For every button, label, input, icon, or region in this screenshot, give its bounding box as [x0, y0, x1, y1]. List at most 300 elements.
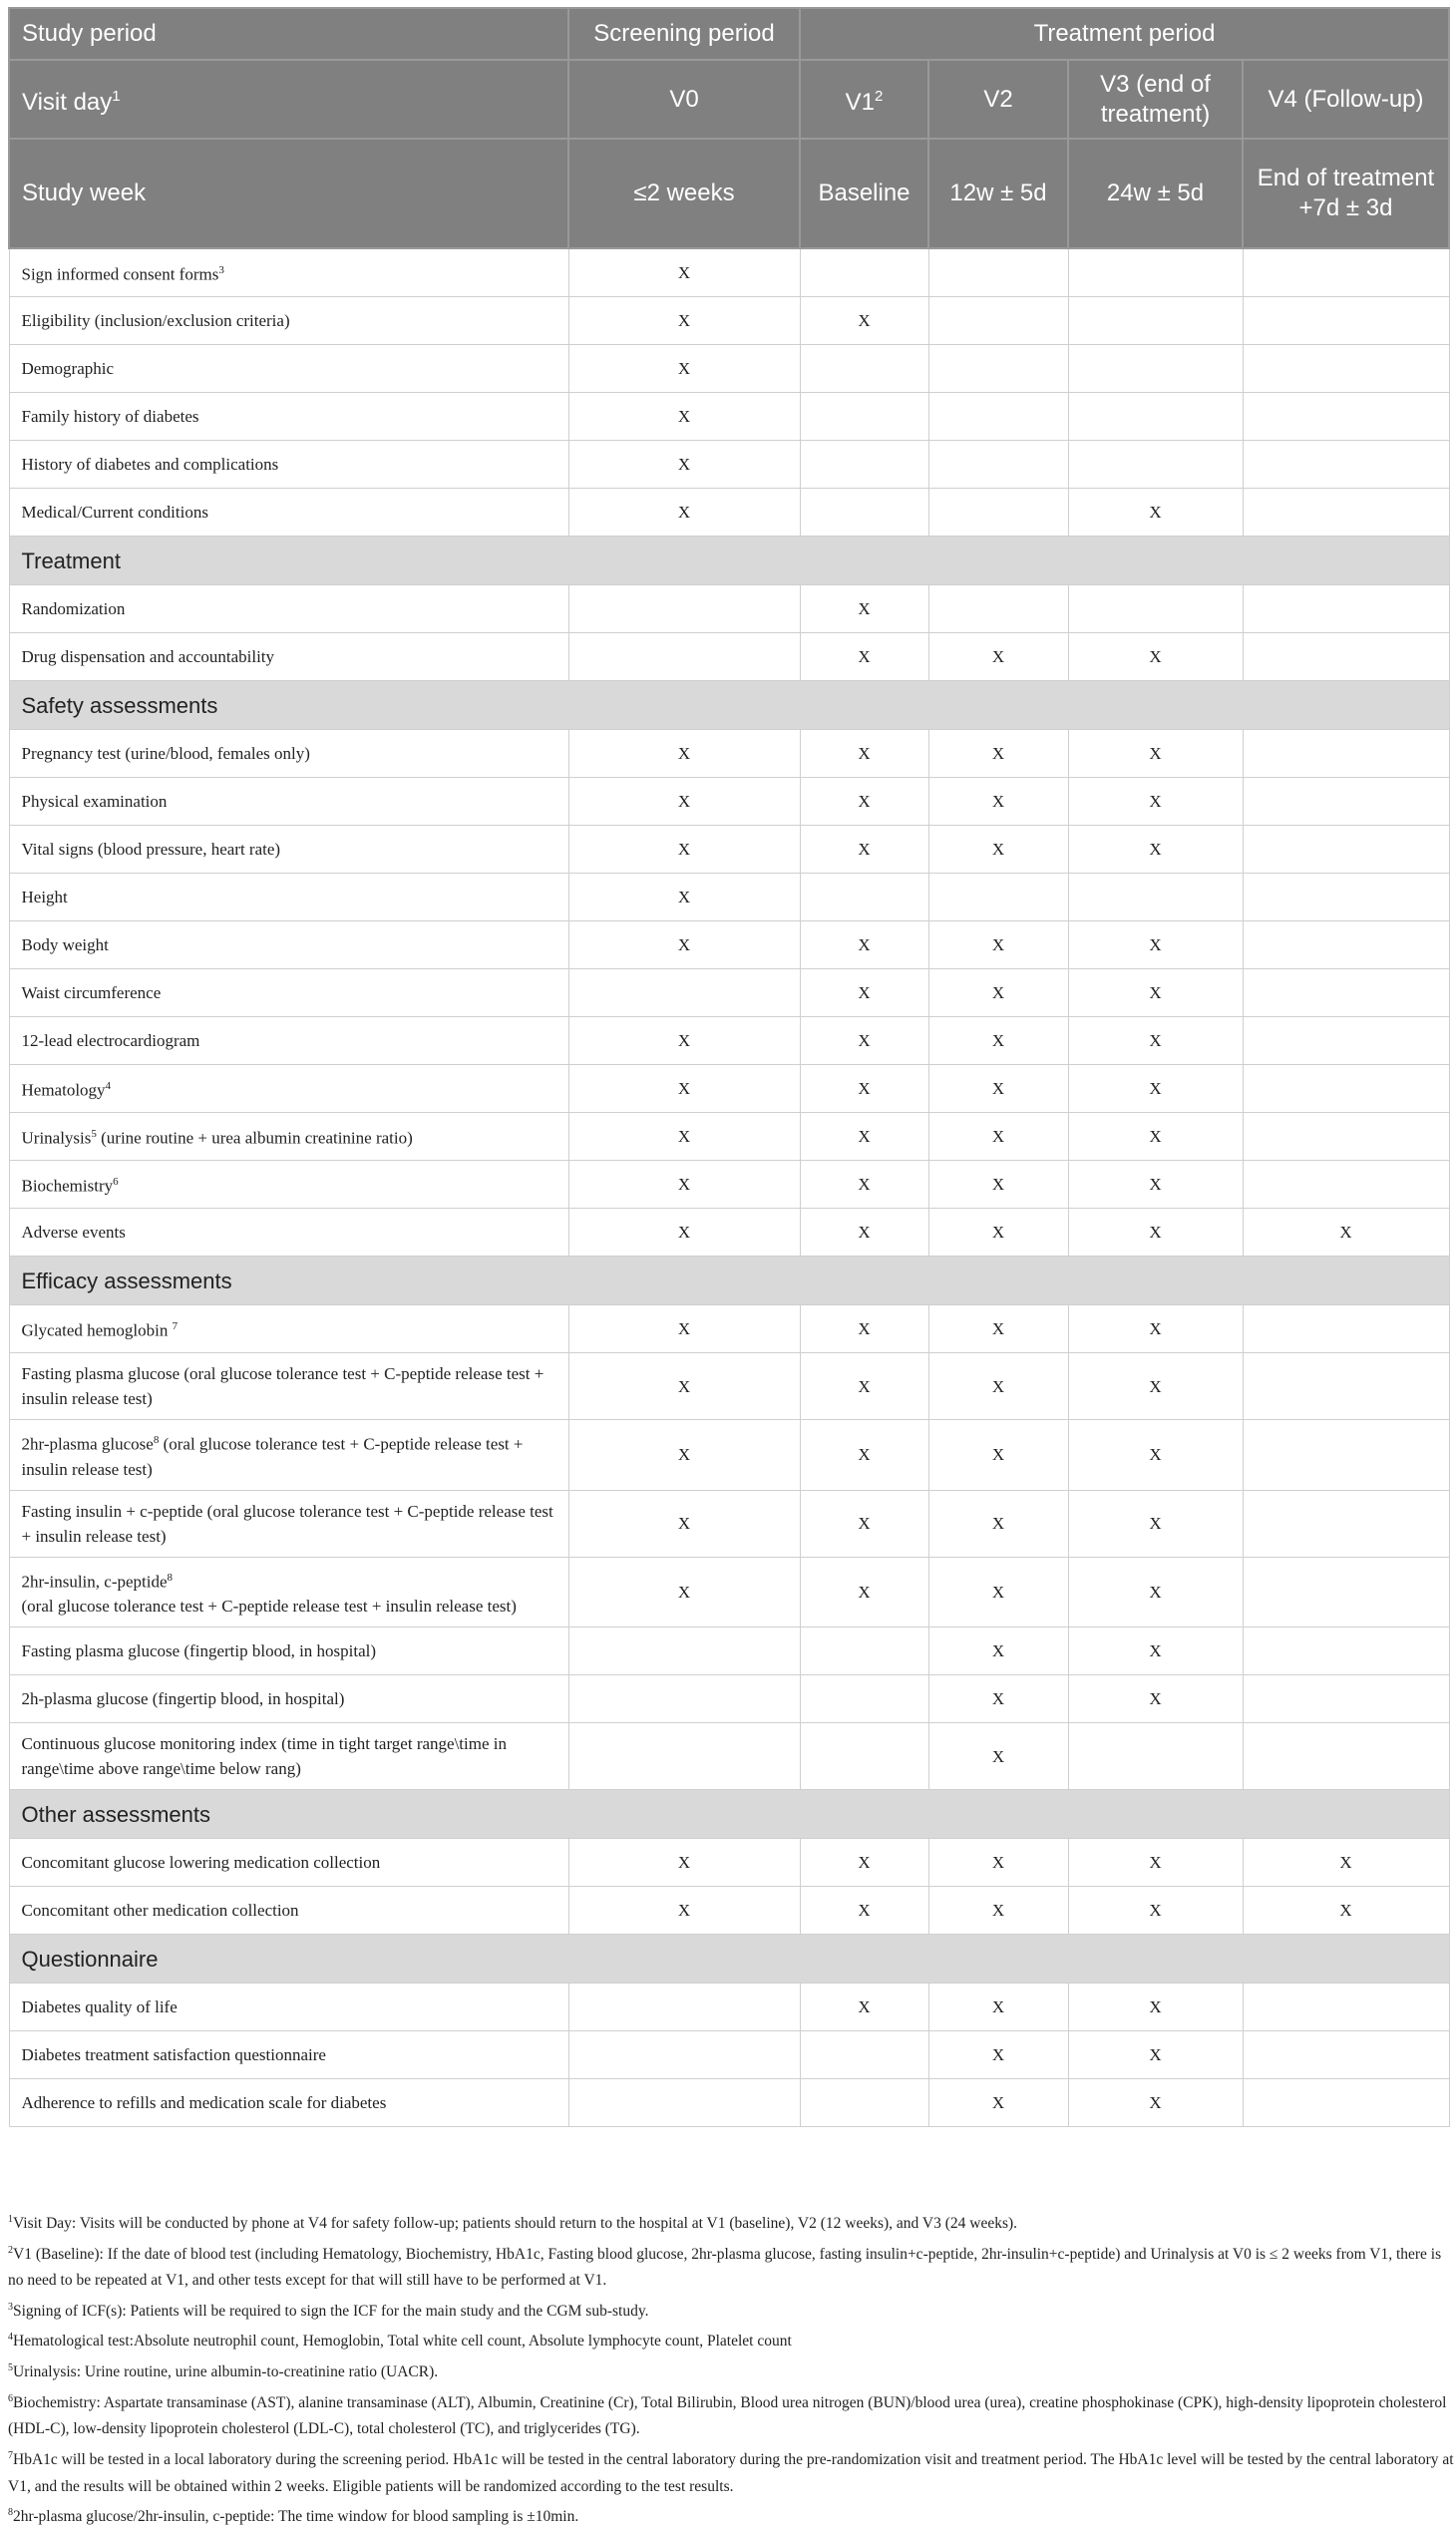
visit-mark-v2: X [928, 969, 1068, 1017]
table-row [9, 1420, 1449, 1491]
table-row [9, 393, 1449, 441]
assessment-label [9, 921, 568, 969]
assessment-label [9, 1490, 568, 1557]
table-row [9, 1490, 1449, 1557]
visit-mark-v3 [1068, 297, 1243, 345]
visit-mark-v4 [1243, 730, 1449, 778]
visit-mark-v3: X [1068, 1675, 1243, 1723]
label-text: Sign informed consent forms [21, 264, 219, 284]
table-row [9, 1209, 1449, 1257]
visit-mark-v1: X [800, 1209, 928, 1257]
label-text: Adverse events [21, 1223, 126, 1242]
assessment-label [9, 874, 568, 921]
visit-day-header [9, 60, 568, 139]
assessment-label [9, 585, 568, 633]
visit-mark-v1 [800, 441, 928, 489]
treatment-period-header: Treatment period [800, 8, 1449, 60]
visit-mark-v3: X [1068, 2079, 1243, 2127]
visit-mark-v2 [928, 874, 1068, 921]
visit-mark-v2: X [928, 1490, 1068, 1557]
label-text: Hematology [21, 1080, 106, 1100]
table-row [9, 489, 1449, 537]
visit-mark-v0: X [568, 921, 800, 969]
week-v4: End of treatment +7d ± 3d [1243, 139, 1449, 248]
label-text: Pregnancy test (urine/blood, females only) [21, 744, 310, 763]
visit-mark-v1: X [800, 633, 928, 681]
visit-mark-v1 [800, 345, 928, 393]
assessment-label [9, 1353, 568, 1420]
assessment-label [9, 248, 568, 297]
footnote-text: Urinalysis: Urine routine, urine albumin-to-creatinine ratio (UACR). [13, 2363, 439, 2381]
visit-mark-v2: X [928, 2079, 1068, 2127]
label-text: 2hr-plasma glucose [21, 1434, 154, 1454]
table-row [9, 248, 1449, 297]
label-text: Family history of diabetes [21, 407, 199, 426]
assessment-label [9, 297, 568, 345]
footnote-text: Signing of ICF(s): Patients will be required to sign the ICF for the main study and the CGM sub-study. [13, 2302, 649, 2320]
visit-mark-v4 [1243, 921, 1449, 969]
table-row [9, 1723, 1449, 1790]
week-v3: 24w ± 5d [1068, 139, 1243, 248]
label-text: Body weight [21, 935, 109, 954]
assessment-label [9, 633, 568, 681]
footnote-text: V1 (Baseline): If the date of blood test (including Hematology, Biochemistry, HbA1c, Fasting blood glucose, 2hr-plasma glucose, fasting insulin+c-peptide, 2hr-insulin+c-peptide) and Urinalysis at V0 is ≤ 2 weeks from V1, there is no need to be repeated at V1, and other tests except for that will still have to be performed at V1. [8, 2245, 1442, 2290]
visit-mark-v4 [1243, 393, 1449, 441]
assessment-label [9, 489, 568, 537]
visit-mark-v1: X [800, 1017, 928, 1065]
section-title: Efficacy assessments [9, 1257, 1449, 1305]
visit-mark-v4 [1243, 1161, 1449, 1209]
visit-mark-v0: X [568, 1557, 800, 1627]
visit-day-label: Visit day [22, 88, 113, 116]
visit-mark-v1: X [800, 921, 928, 969]
visit-mark-v1 [800, 874, 928, 921]
header-row-study-week [9, 139, 1449, 248]
visit-label: V4 (Follow-up) [1268, 85, 1424, 113]
label-text: Randomization [21, 599, 126, 618]
label-text: Fasting plasma glucose (fingertip blood, in hospital) [21, 1641, 377, 1661]
assessment-label [9, 1675, 568, 1723]
visit-mark-v3: X [1068, 1984, 1243, 2031]
footnote-ref: 7 [172, 1320, 179, 1333]
table-row [9, 1017, 1449, 1065]
section-title: Questionnaire [9, 1935, 1449, 1984]
visit-mark-v0 [568, 969, 800, 1017]
assessment-label [9, 393, 568, 441]
visit-mark-v1 [800, 1723, 928, 1790]
assessment-label [9, 1557, 568, 1627]
assessment-label [9, 778, 568, 826]
visit-mark-v0: X [568, 826, 800, 874]
section-row [9, 1790, 1449, 1839]
label-text: History of diabetes and complications [21, 455, 279, 474]
footnote [8, 2443, 1454, 2500]
table-row [9, 969, 1449, 1017]
visit-mark-v0: X [568, 297, 800, 345]
label-text: 2hr-insulin, c-peptide [21, 1572, 168, 1592]
visit-v3 [1068, 60, 1243, 139]
visit-mark-v3: X [1068, 1065, 1243, 1113]
visit-mark-v1: X [800, 969, 928, 1017]
footnote-ref: 8 [167, 1571, 174, 1584]
visit-v4 [1243, 60, 1449, 139]
section-row [9, 1257, 1449, 1305]
visit-mark-v2: X [928, 1353, 1068, 1420]
visit-mark-v0: X [568, 248, 800, 297]
visit-mark-v2: X [928, 1887, 1068, 1935]
table-row [9, 1839, 1449, 1887]
visit-mark-v1: X [800, 297, 928, 345]
section-row [9, 1935, 1449, 1984]
visit-mark-v1: X [800, 778, 928, 826]
section-title: Other assessments [9, 1790, 1449, 1839]
footnote-ref: 5 [91, 1128, 97, 1141]
table-row [9, 730, 1449, 778]
header-row-visit-day [9, 60, 1449, 139]
label-text-rest: (oral glucose tolerance test + C-peptide release test + insulin release test) [21, 1597, 517, 1617]
table-row [9, 297, 1449, 345]
visit-mark-v0: X [568, 730, 800, 778]
footnote-text: 2hr-plasma glucose/2hr-insulin, c-peptide: The time window for blood sampling is ±10min. [13, 2508, 579, 2526]
visit-mark-v1: X [800, 1887, 928, 1935]
footnote-number: 1 [8, 2214, 13, 2225]
assessment-label [9, 1209, 568, 1257]
label-text: Medical/Current conditions [21, 503, 208, 522]
visit-mark-v1: X [800, 1065, 928, 1113]
visit-mark-v0: X [568, 393, 800, 441]
footnote-number: 4 [8, 2332, 13, 2344]
assessment-label [9, 1839, 568, 1887]
visit-mark-v0: X [568, 441, 800, 489]
visit-mark-v3: X [1068, 2031, 1243, 2079]
assessment-label [9, 345, 568, 393]
table-row [9, 1887, 1449, 1935]
table-body [9, 248, 1449, 2127]
visit-mark-v4 [1243, 248, 1449, 297]
label-text: Glycated hemoglobin [21, 1320, 173, 1340]
assessment-label [9, 1017, 568, 1065]
label-text: Biochemistry [21, 1176, 114, 1196]
label-text-rest: (oral glucose tolerance test + C-peptide release test + insulin release test) [21, 1434, 524, 1479]
visit-mark-v1 [800, 2079, 928, 2127]
visit-mark-v0 [568, 1723, 800, 1790]
label-text: 2h-plasma glucose (fingertip blood, in hospital) [21, 1689, 345, 1709]
visit-mark-v2: X [928, 1017, 1068, 1065]
assessment-label [9, 1627, 568, 1675]
label-text: Waist circumference [21, 983, 162, 1002]
visit-mark-v2: X [928, 633, 1068, 681]
visit-label: V1 [845, 88, 875, 116]
visit-mark-v4 [1243, 778, 1449, 826]
footnote-number: 3 [8, 2301, 13, 2313]
visit-mark-v3: X [1068, 1209, 1243, 1257]
visit-mark-v1 [800, 248, 928, 297]
visit-mark-v1: X [800, 1984, 928, 2031]
visit-mark-v4 [1243, 874, 1449, 921]
assessment-label [9, 1887, 568, 1935]
visit-mark-v2: X [928, 1627, 1068, 1675]
assessment-label [9, 1161, 568, 1209]
section-row [9, 537, 1449, 585]
visit-mark-v4 [1243, 1984, 1449, 2031]
study-week-header: Study week [9, 139, 568, 248]
visit-label: V2 [983, 85, 1013, 113]
visit-mark-v1: X [800, 1305, 928, 1353]
visit-mark-v4 [1243, 1557, 1449, 1627]
table-row [9, 1305, 1449, 1353]
visit-sup: 2 [875, 87, 884, 105]
label-text: Adherence to refills and medication scale for diabetes [21, 2093, 387, 2113]
visit-label: V3 (end of treatment) [1100, 70, 1211, 128]
visit-mark-v0: X [568, 778, 800, 826]
footnote-number: 7 [8, 2449, 13, 2461]
visit-mark-v2: X [928, 1113, 1068, 1161]
visit-mark-v1 [800, 489, 928, 537]
visit-mark-v4 [1243, 826, 1449, 874]
visit-mark-v1: X [800, 1839, 928, 1887]
footnote [8, 2295, 1454, 2326]
visit-mark-v3 [1068, 1723, 1243, 1790]
footnote [8, 2238, 1454, 2295]
visit-mark-v1: X [800, 585, 928, 633]
visit-mark-v2: X [928, 921, 1068, 969]
visit-mark-v4 [1243, 1723, 1449, 1790]
table-row [9, 633, 1449, 681]
footnote [8, 2325, 1454, 2355]
visit-mark-v2 [928, 585, 1068, 633]
visit-mark-v3 [1068, 874, 1243, 921]
label-text: Continuous glucose monitoring index (time in tight target range\time in range\time above range\time below rang) [21, 1734, 507, 1779]
visit-mark-v3: X [1068, 921, 1243, 969]
visit-mark-v3 [1068, 393, 1243, 441]
visit-mark-v4 [1243, 441, 1449, 489]
footnote-text: Biochemistry: Aspartate transaminase (AST), alanine transaminase (ALT), Albumin, Creatinine (Cr), Total Bilirubin, Blood urea nitrogen (BUN)/blood urea (urea), creatine phosphokinase (CPK), high-density lipoprotein cholesterol (HDL-C), low-density lipoprotein cholesterol (LDL-C), total cholesterol (TC), and triglycerides (TG). [8, 2393, 1447, 2438]
week-v2: 12w ± 5d [928, 139, 1068, 248]
visit-mark-v4 [1243, 489, 1449, 537]
table-row [9, 345, 1449, 393]
footnote [8, 2207, 1454, 2238]
visit-mark-v2: X [928, 778, 1068, 826]
visit-mark-v2: X [928, 1420, 1068, 1491]
study-schedule-table [8, 7, 1450, 2127]
visit-mark-v2: X [928, 2031, 1068, 2079]
visit-mark-v4: X [1243, 1839, 1449, 1887]
assessment-label [9, 1723, 568, 1790]
visit-mark-v3 [1068, 441, 1243, 489]
visit-mark-v4: X [1243, 1209, 1449, 1257]
visit-mark-v0: X [568, 1490, 800, 1557]
visit-mark-v3 [1068, 248, 1243, 297]
visit-mark-v1: X [800, 1557, 928, 1627]
visit-mark-v1 [800, 393, 928, 441]
table-row [9, 585, 1449, 633]
visit-mark-v2: X [928, 1984, 1068, 2031]
assessment-label [9, 969, 568, 1017]
assessment-label [9, 826, 568, 874]
footnote-number: 8 [8, 2507, 13, 2519]
visit-label: V0 [669, 85, 699, 113]
visit-mark-v3 [1068, 345, 1243, 393]
table-row [9, 1065, 1449, 1113]
visit-mark-v2: X [928, 1839, 1068, 1887]
visit-mark-v3: X [1068, 1305, 1243, 1353]
visit-mark-v3: X [1068, 1353, 1243, 1420]
footnote-ref: 6 [113, 1176, 119, 1189]
label-text: Concomitant glucose lowering medication collection [21, 1853, 381, 1873]
visit-mark-v0: X [568, 874, 800, 921]
week-v1: Baseline [800, 139, 928, 248]
visit-mark-v1: X [800, 1353, 928, 1420]
assessment-label [9, 1984, 568, 2031]
visit-mark-v4 [1243, 585, 1449, 633]
visit-mark-v0: X [568, 345, 800, 393]
footnote-number: 6 [8, 2392, 13, 2404]
footnote-ref: 4 [105, 1080, 112, 1093]
table-row [9, 1161, 1449, 1209]
footnote-ref: 3 [218, 264, 224, 277]
footnotes [8, 2207, 1454, 2531]
label-text: 12-lead electrocardiogram [21, 1031, 200, 1050]
visit-mark-v0 [568, 1675, 800, 1723]
label-text: Diabetes quality of life [21, 1997, 178, 2017]
label-text: Concomitant other medication collection [21, 1901, 299, 1921]
assessment-label [9, 1065, 568, 1113]
table-row [9, 1353, 1449, 1420]
visit-mark-v4 [1243, 1627, 1449, 1675]
table-row [9, 441, 1449, 489]
visit-mark-v4 [1243, 1305, 1449, 1353]
table-row [9, 1675, 1449, 1723]
table-row [9, 1984, 1449, 2031]
visit-mark-v1 [800, 1627, 928, 1675]
label-text: Fasting insulin + c-peptide (oral glucose tolerance test + C-peptide release test + insulin release test) [21, 1501, 553, 1546]
visit-mark-v4 [1243, 297, 1449, 345]
footnote-ref: 8 [153, 1434, 160, 1446]
visit-mark-v4 [1243, 969, 1449, 1017]
footnote-text: Visit Day: Visits will be conducted by phone at V4 for safety follow-up; patients should return to the hospital at V1 (baseline), V2 (12 weeks), and V3 (24 weeks). [13, 2215, 1018, 2233]
visit-mark-v3: X [1068, 1161, 1243, 1209]
visit-mark-v2: X [928, 826, 1068, 874]
visit-mark-v2: X [928, 1557, 1068, 1627]
visit-mark-v2 [928, 489, 1068, 537]
visit-mark-v2 [928, 248, 1068, 297]
visit-mark-v2 [928, 441, 1068, 489]
visit-mark-v2 [928, 393, 1068, 441]
visit-mark-v0: X [568, 1353, 800, 1420]
visit-mark-v4 [1243, 2079, 1449, 2127]
section-title: Safety assessments [9, 681, 1449, 730]
visit-mark-v3: X [1068, 969, 1243, 1017]
table-row [9, 2079, 1449, 2127]
visit-mark-v4 [1243, 345, 1449, 393]
visit-mark-v0: X [568, 1161, 800, 1209]
visit-mark-v4 [1243, 1420, 1449, 1491]
section-row [9, 681, 1449, 730]
label-text: Physical examination [21, 792, 168, 811]
visit-mark-v2: X [928, 1305, 1068, 1353]
visit-mark-v4 [1243, 1675, 1449, 1723]
visit-mark-v3: X [1068, 1490, 1243, 1557]
visit-v1 [800, 60, 928, 139]
visit-mark-v0 [568, 585, 800, 633]
visit-mark-v0: X [568, 1839, 800, 1887]
visit-mark-v0: X [568, 1305, 800, 1353]
table-row [9, 2031, 1449, 2079]
footnote [8, 2386, 1454, 2443]
visit-mark-v1: X [800, 826, 928, 874]
visit-mark-v1: X [800, 1490, 928, 1557]
visit-mark-v2: X [928, 1161, 1068, 1209]
visit-mark-v0 [568, 1984, 800, 2031]
footnote-text: HbA1c will be tested in a local laboratory during the screening period. HbA1c will be tested in the central laboratory during the pre-randomization visit and treatment period. The HbA1c level will be tested by the central laboratory at V1, and the results will be obtained within 2 weeks. Eligible patients will be randomized according to the test results. [8, 2451, 1454, 2495]
visit-mark-v0: X [568, 1065, 800, 1113]
visit-v0 [568, 60, 800, 139]
visit-mark-v1: X [800, 1113, 928, 1161]
visit-mark-v3: X [1068, 1017, 1243, 1065]
table-row [9, 1627, 1449, 1675]
visit-mark-v4 [1243, 1353, 1449, 1420]
label-text: Drug dispensation and accountability [21, 647, 275, 666]
assessment-label [9, 2031, 568, 2079]
visit-mark-v0 [568, 2031, 800, 2079]
visit-mark-v1 [800, 2031, 928, 2079]
assessment-label [9, 1305, 568, 1353]
assessment-label [9, 441, 568, 489]
visit-mark-v3: X [1068, 633, 1243, 681]
visit-mark-v0 [568, 1627, 800, 1675]
assessment-label [9, 730, 568, 778]
footnote [8, 2355, 1454, 2386]
visit-mark-v0: X [568, 489, 800, 537]
visit-mark-v4 [1243, 1490, 1449, 1557]
section-title: Treatment [9, 537, 1449, 585]
visit-mark-v3: X [1068, 1887, 1243, 1935]
visit-mark-v4: X [1243, 1887, 1449, 1935]
visit-mark-v2 [928, 345, 1068, 393]
label-text-rest: (urine routine + urea albumin creatinine ratio) [96, 1128, 413, 1148]
visit-mark-v3: X [1068, 1839, 1243, 1887]
label-text: Eligibility (inclusion/exclusion criteria) [21, 311, 290, 330]
label-text: Fasting plasma glucose (oral glucose tolerance test + C-peptide release test + insulin release test) [21, 1364, 545, 1408]
visit-mark-v3: X [1068, 730, 1243, 778]
visit-mark-v3: X [1068, 1557, 1243, 1627]
visit-mark-v3 [1068, 585, 1243, 633]
visit-mark-v1: X [800, 730, 928, 778]
visit-mark-v3: X [1068, 1113, 1243, 1161]
table-row [9, 921, 1449, 969]
visit-mark-v3: X [1068, 826, 1243, 874]
visit-mark-v0 [568, 2079, 800, 2127]
visit-mark-v2: X [928, 730, 1068, 778]
visit-mark-v0: X [568, 1113, 800, 1161]
table-row [9, 778, 1449, 826]
table-row [9, 1557, 1449, 1627]
visit-mark-v1 [800, 1675, 928, 1723]
label-text: Height [21, 888, 68, 906]
visit-mark-v2 [928, 297, 1068, 345]
footnote-number: 2 [8, 2244, 13, 2256]
visit-mark-v0: X [568, 1209, 800, 1257]
visit-mark-v3: X [1068, 1627, 1243, 1675]
table-row [9, 826, 1449, 874]
visit-mark-v4 [1243, 1065, 1449, 1113]
visit-mark-v0: X [568, 1887, 800, 1935]
visit-mark-v1: X [800, 1420, 928, 1491]
visit-mark-v2: X [928, 1723, 1068, 1790]
footnote [8, 2500, 1454, 2531]
header-row-study-period [9, 8, 1449, 60]
label-text: Demographic [21, 359, 115, 378]
